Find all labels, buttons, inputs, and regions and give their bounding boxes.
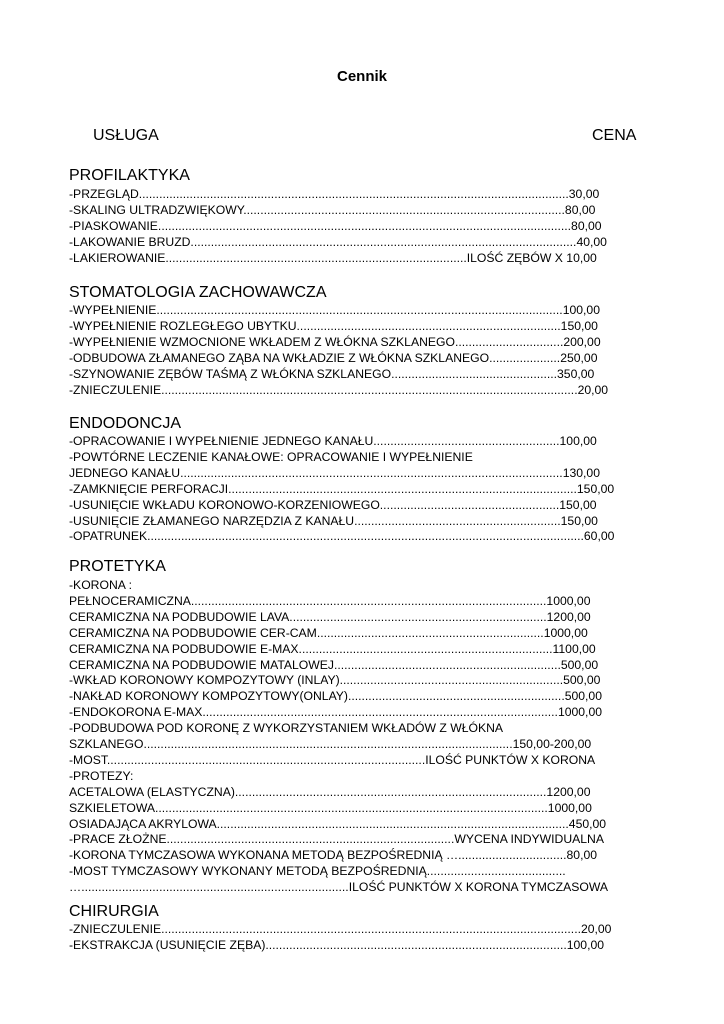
price-list-item: -KORONA TYMCZASOWA WYKONANA METODĄ BEZPOŚREDNIĄ …................................80,00 xyxy=(69,848,598,863)
price-list-item: -PRACE ZŁOŻNE.....................................................................................WYCENA INDYWIDUALNA xyxy=(69,832,604,847)
price-list-item: -ZNIECZULENIE...........................................................................................................................20,00 xyxy=(69,382,609,397)
service-column-header: USŁUGA xyxy=(93,127,159,144)
price-list-item: -SZYNOWANIE ZĘBÓW TAŚMĄ Z WŁÓKNA SZKLANEGO.................................................350,00 xyxy=(69,366,595,381)
price-list-item: PEŁNOCERAMICZNA.........................................................................................................1000,00 xyxy=(69,593,591,608)
price-list-item: -ZNIECZULENIE............................................................................................................................20,00 xyxy=(69,922,612,936)
price-column-header: CENA xyxy=(592,127,637,144)
price-list-item: -USUNIĘCIE WKŁADU KORONOWO-KORZENIOWEGO.....................................................150,00 xyxy=(69,497,597,512)
price-list-item: -OPRACOWANIE I WYPEŁNIENIE JEDNEGO KANAŁU.......................................................100,00 xyxy=(69,434,597,448)
price-list-item: -ODBUDOWA ZŁAMANEGO ZĄBA NA WKŁADZIE Z WŁÓKNA SZKLANEGO.....................250,00 xyxy=(69,350,598,365)
section-heading: STOMATOLOGIA ZACHOWAWCZA xyxy=(69,284,327,301)
price-list-item: OSIADAJĄCA AKRYLOWA........................................................................................................450,00 xyxy=(69,816,607,831)
page-title: Cennik xyxy=(336,68,387,85)
price-list-item: -MOST..............................................................................................ILOŚĆ PUNKTÓW X KORONA xyxy=(69,752,596,767)
price-list-item: SZKIELETOWA....................................................................................................................1000,00 xyxy=(69,800,592,815)
price-list-item: -WYPEŁNIENIE ROZLEGŁEGO UBYTKU..............................................................................150,00 xyxy=(69,318,598,333)
price-list-item: JEDNEGO KANAŁU.................................................................................................................130,00 xyxy=(69,465,600,480)
price-list-item: -SKALING ULTRADZWIĘKOWY...............................................................................................80,00 xyxy=(69,202,596,217)
price-list-item: -KORONA : xyxy=(69,578,132,592)
price-list-item: CERAMICZNA NA PODBUDOWIE LAVA............................................................................1200,00 xyxy=(69,609,591,624)
section-heading: ENDODONCJA xyxy=(69,415,182,432)
price-list-item: -PROTEZY: xyxy=(69,768,134,783)
section-heading: PROFILAKTYKA xyxy=(69,167,190,184)
price-list-item: -NAKŁAD KORONOWY KOMPOZYTOWY(ONLAY)................................................................500,00 xyxy=(69,689,602,704)
price-list-item: -MOST TYMCZASOWY WYKONANY METODĄ BEZPOŚREDNIĄ......................................... xyxy=(69,864,566,879)
price-list-item: -WKŁAD KORONOWY KOMPOZYTOWY (INLAY)..................................................................500,00 xyxy=(69,673,601,688)
price-list-item: …...............................................................................ILOŚĆ PUNKTÓW X KORONA TYMCZASOWA xyxy=(69,880,609,895)
price-list-item: ACETALOWA (ELASTYCZNA)............................................................................................1200,00 xyxy=(69,784,591,799)
price-list-item: -LAKOWANIE BRUZD..................................................................................................................40,00 xyxy=(69,234,607,249)
price-list-item: CERAMICZNA NA PODBUDOWIE MATALOWEJ...................................................................500,00 xyxy=(69,657,599,672)
price-list-item: -WYPEŁNIENIE WZMOCNIONE WKŁADEM Z WŁÓKNA SZKLANEGO................................200,00 xyxy=(69,334,601,349)
price-list-item: -OPATRUNEK.................................................................................................................................60,00 xyxy=(69,529,615,544)
price-list-item: CERAMICZNA NA PODBUDOWIE CER-CAM...................................................................1000,00 xyxy=(69,625,588,640)
price-list-item: -LAKIEROWANIE.........................................................................................ILOŚĆ ZĘBÓW X 10,00 xyxy=(69,250,597,265)
price-list-item: -USUNIĘCIE ZŁAMANEGO NARZĘDZIA Z KANAŁU.............................................................150,00 xyxy=(69,513,598,528)
price-list-item: SZKLANEGO.............................................................................................................150,00-200,00 xyxy=(69,737,592,751)
price-list-item: -PODBUDOWA POD KORONĘ Z WYKORZYSTANIEM WKŁADÓW Z WŁÓKNA xyxy=(69,721,504,736)
price-list-item: -EKSTRAKCJA (USUNIĘCIE ZĘBA).........................................................................................100,00 xyxy=(69,937,605,952)
price-list-item: -ENDOKORONA E-MAX.........................................................................................................1000,00 xyxy=(69,705,602,720)
section-heading: PROTETYKA xyxy=(69,558,166,575)
price-list-item: -PIASKOWANIE..........................................................................................................................80,00 xyxy=(69,218,602,233)
price-list-item: -PRZEGLĄD...............................................................................................................................30,00 xyxy=(69,187,600,201)
price-list-item: CERAMICZNA NA PODBUDOWIE E-MAX...........................................................................1100,00 xyxy=(69,641,596,656)
price-list-item: -POWTÓRNE LECZENIE KANAŁOWE: OPRACOWANIE I WYPEŁNIENIE xyxy=(69,449,473,464)
section-heading: CHIRURGIA xyxy=(69,903,159,920)
price-list-item: -WYPEŁNIENIE........................................................................................................................100,00 xyxy=(69,303,600,317)
price-list-item: -ZAMKNIĘCIE PERFORACJI.......................................................................................................150,00 xyxy=(69,481,615,496)
